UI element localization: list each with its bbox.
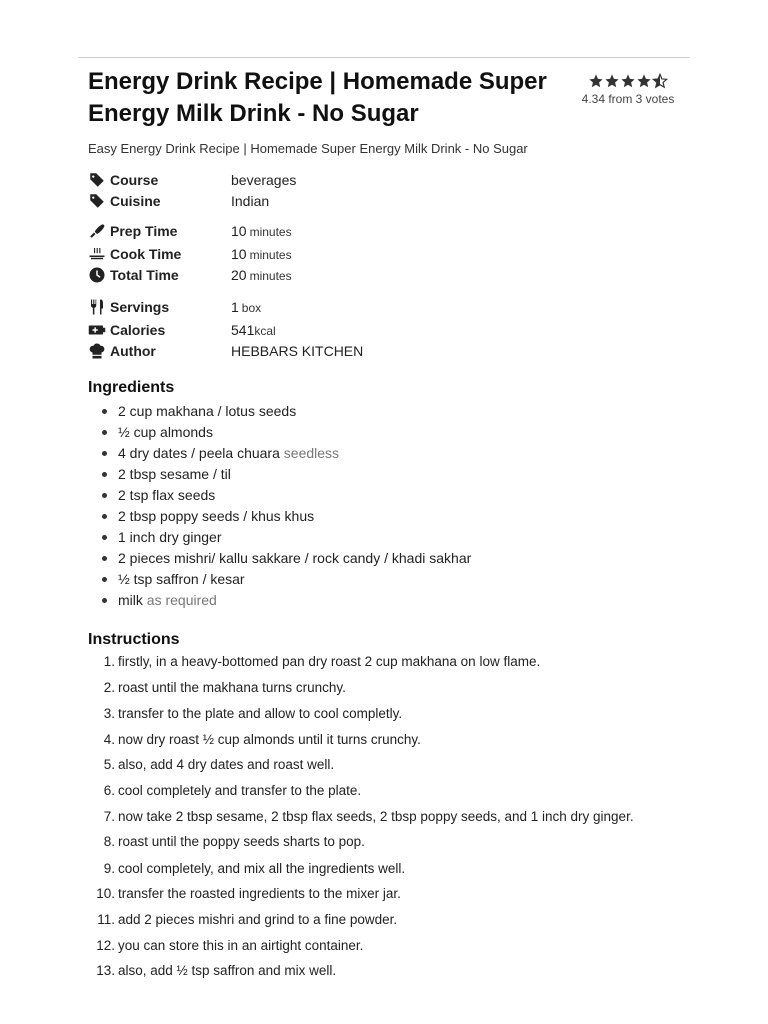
servings-label-text: Servings [110, 299, 170, 315]
total-value [231, 267, 292, 283]
step-text: roast until the poppy seeds sharts to pop. [118, 834, 365, 849]
step-number: 4. [103, 732, 115, 747]
meta-total [88, 265, 292, 285]
prep-label-text: Prep Time [110, 223, 178, 239]
star-filled-icon[interactable] [620, 73, 636, 89]
author-label-text: Author [110, 343, 156, 359]
instruction-step [88, 961, 688, 981]
star-partial-icon[interactable] [652, 73, 668, 89]
meta-calories-label [88, 321, 231, 339]
course-label-text: Course [110, 172, 159, 188]
instruction-step [88, 652, 688, 672]
servings-unit: box [241, 301, 262, 315]
instruction-step [88, 832, 688, 852]
meta-prep-label [88, 222, 231, 240]
step-text: roast until the makhana turns crunchy. [118, 680, 346, 695]
top-divider [78, 57, 690, 58]
chef-hat-icon [88, 342, 106, 360]
step-text: also, add 4 dry dates and roast well. [118, 757, 335, 772]
step-number: 8. [103, 834, 115, 849]
ingredient-name: 2 tbsp poppy seeds / khus khus [118, 508, 315, 524]
rating-stars[interactable] [568, 70, 688, 92]
step-text: firstly, in a heavy-bottomed pan dry roast 2 cup makhana on low flame. [118, 654, 541, 669]
star-filled-icon[interactable] [636, 73, 652, 89]
bullet-icon [102, 472, 107, 477]
ingredient-text [118, 569, 245, 589]
step-number: 5. [103, 757, 115, 772]
cook-label-text: Cook Time [110, 246, 182, 262]
bullet-icon [102, 598, 107, 603]
ingredient-name: 2 cup makhana / lotus seeds [118, 403, 297, 419]
knife-icon [88, 222, 106, 240]
cooking-pot-icon [88, 245, 106, 263]
ingredient-text [118, 548, 471, 568]
prep-value [231, 223, 292, 239]
ingredient-name: milk [118, 592, 143, 608]
ingredient-text [118, 443, 339, 463]
bullet-icon [102, 556, 107, 561]
cuisine-label-text: Cuisine [110, 193, 161, 209]
step-text: now dry roast ½ cup almonds until it turns crunchy. [118, 732, 421, 747]
author-value: HEBBARS KITCHEN [231, 343, 364, 359]
bullet-icon [102, 577, 107, 582]
instruction-step [88, 859, 688, 879]
meta-author [88, 341, 363, 361]
calories-unit: kcal [254, 324, 276, 338]
clock-icon [88, 266, 106, 284]
cuisine-value: Indian [231, 193, 270, 209]
step-text: add 2 pieces mishri and grind to a fine powder. [118, 912, 398, 927]
ingredient-text [118, 401, 296, 421]
step-text: cool completely, and mix all the ingredients well. [118, 861, 406, 876]
total-number: 20 [231, 267, 247, 283]
step-number: 10. [96, 886, 115, 901]
servings-value [231, 299, 261, 315]
course-value: beverages [231, 172, 297, 188]
ingredient-name: 4 dry dates / peela chuara [118, 445, 280, 461]
calories-number: 541 [231, 322, 255, 338]
star-filled-icon[interactable] [588, 73, 604, 89]
ingredient-text [118, 590, 217, 610]
meta-course [88, 170, 296, 190]
step-number: 11. [97, 912, 115, 927]
prep-unit: minutes [249, 225, 292, 239]
step-number: 12. [96, 938, 115, 953]
bullet-icon [102, 535, 107, 540]
cook-value [231, 246, 292, 262]
cook-number: 10 [231, 246, 247, 262]
instruction-step [88, 807, 688, 827]
bullet-icon [102, 430, 107, 435]
recipe-summary: Easy Energy Drink Recipe | Homemade Super Energy Milk Drink - No Sugar [88, 141, 528, 156]
step-number: 7. [103, 809, 115, 824]
instruction-step [88, 910, 688, 930]
ingredient-text [118, 464, 231, 484]
meta-cuisine [88, 191, 269, 211]
meta-total-label [88, 266, 231, 284]
step-text: transfer the roasted ingredients to the mixer jar. [118, 886, 401, 901]
ingredient-text [118, 506, 314, 526]
instruction-step [88, 730, 688, 750]
total-unit: minutes [249, 269, 292, 283]
step-text: now take 2 tbsp sesame, 2 tbsp flax seeds, 2 tbsp poppy seeds, and 1 inch dry ginger. [118, 809, 634, 824]
meta-servings [88, 297, 261, 317]
bullet-icon [102, 409, 107, 414]
step-number: 3. [103, 706, 115, 721]
ingredient-text [118, 422, 213, 442]
meta-calories [88, 320, 276, 340]
instruction-step [88, 704, 688, 724]
ingredients-heading: Ingredients [88, 379, 175, 396]
battery-icon [88, 321, 106, 339]
ingredient-note: seedless [283, 445, 340, 461]
fork-knife-icon [88, 298, 106, 316]
ingredient-name: ½ tsp saffron / kesar [118, 571, 245, 587]
meta-course-label [88, 171, 231, 189]
meta-cook-label [88, 245, 231, 263]
star-filled-icon[interactable] [604, 73, 620, 89]
calories-value [231, 322, 276, 338]
meta-cook [88, 244, 292, 264]
instruction-step [88, 884, 688, 904]
meta-cuisine-label [88, 192, 231, 210]
ingredient-name: 2 tsp flax seeds [118, 487, 216, 503]
ingredient-name: 2 pieces mishri/ kallu sakkare / rock candy / khadi sakhar [118, 550, 472, 566]
ingredient-note: as required [146, 592, 217, 608]
step-text: you can store this in an airtight container. [118, 938, 364, 953]
instruction-step [88, 678, 688, 698]
instruction-step [88, 755, 688, 775]
bullet-icon [102, 493, 107, 498]
rating-widget[interactable] [568, 70, 688, 106]
step-number: 2. [103, 680, 115, 695]
meta-servings-label [88, 298, 231, 316]
recipe-card [88, 66, 688, 978]
servings-number: 1 [231, 299, 239, 315]
rating-summary: 4.34 from 3 votes [581, 92, 675, 106]
step-number: 6. [103, 783, 115, 798]
calories-label-text: Calories [110, 322, 166, 338]
prep-number: 10 [231, 223, 247, 239]
cook-unit: minutes [249, 248, 292, 262]
step-text: also, add ½ tsp saffron and mix well. [118, 963, 337, 978]
ingredient-text [118, 527, 222, 547]
instruction-step [88, 936, 688, 956]
tag-icon [88, 192, 106, 210]
step-text: transfer to the plate and allow to cool completly. [118, 706, 403, 721]
bullet-icon [102, 514, 107, 519]
total-label-text: Total Time [110, 267, 179, 283]
step-text: cool completely and transfer to the plate. [118, 783, 362, 798]
bullet-icon [102, 451, 107, 456]
recipe-title: Energy Drink Recipe | Homemade Super Energy Milk Drink - No Sugar [88, 68, 547, 127]
instruction-step [88, 781, 688, 801]
ingredient-name: ½ cup almonds [118, 424, 213, 440]
ingredient-name: 1 inch dry ginger [118, 529, 222, 545]
meta-prep [88, 221, 292, 241]
step-number: 9. [103, 861, 115, 876]
ingredient-name: 2 tbsp sesame / til [118, 466, 231, 482]
instructions-heading: Instructions [88, 631, 180, 648]
step-number: 13. [96, 963, 115, 978]
ingredient-text [118, 485, 215, 505]
tag-icon [88, 171, 106, 189]
step-number: 1. [103, 654, 115, 669]
meta-author-label [88, 342, 231, 360]
